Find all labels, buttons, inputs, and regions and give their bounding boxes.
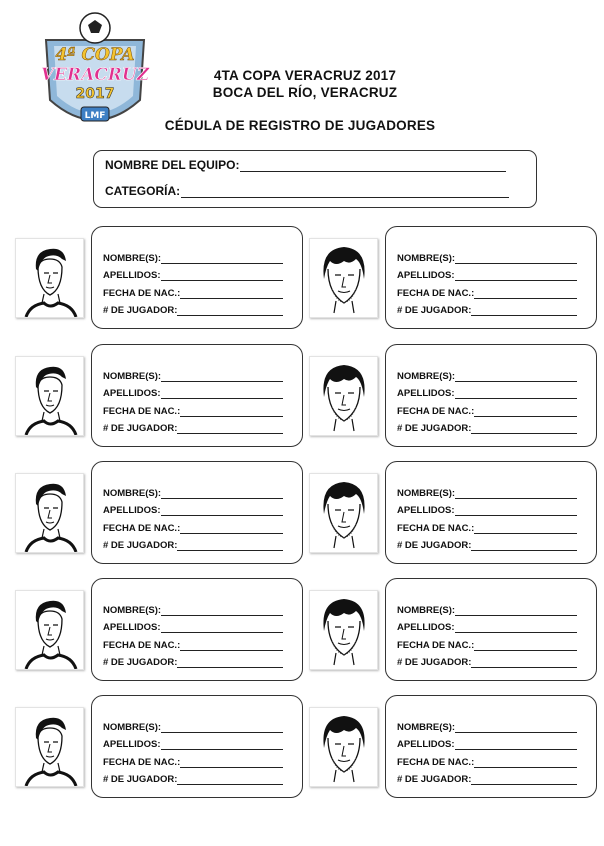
birth-date-field-line[interactable] — [180, 758, 283, 768]
player-number-field[interactable] — [103, 305, 283, 316]
names-field[interactable] — [103, 488, 283, 499]
names-field[interactable] — [397, 253, 577, 264]
surnames-field[interactable] — [397, 739, 577, 750]
player-photo — [15, 590, 84, 670]
surnames-field-line[interactable] — [161, 740, 283, 750]
tournament-title: 4TA COPA VERACRUZ 2017 — [213, 68, 397, 83]
names-field[interactable] — [397, 371, 577, 382]
names-field-label: NOMBRE(S): — [103, 488, 162, 499]
player-card — [91, 226, 303, 329]
birth-date-field[interactable] — [103, 757, 283, 768]
player-card — [91, 461, 303, 564]
names-field[interactable] — [103, 605, 283, 616]
player-number-field-label: # DE JUGADOR: — [103, 305, 178, 316]
birth-date-field[interactable] — [397, 523, 577, 534]
player-number-field[interactable] — [397, 305, 577, 316]
birth-date-field-line[interactable] — [474, 289, 577, 299]
surnames-field[interactable] — [103, 505, 283, 516]
birth-date-field-line[interactable] — [474, 524, 577, 534]
player-number-field-line[interactable] — [177, 658, 283, 668]
surnames-field-label: APELLIDOS: — [397, 388, 455, 399]
names-field-line[interactable] — [161, 606, 283, 616]
player-card — [385, 344, 597, 447]
birth-date-field-label: FECHA DE NAC.: — [397, 406, 475, 417]
player-photo — [309, 473, 378, 553]
player-card — [91, 578, 303, 681]
birth-date-field[interactable] — [103, 640, 283, 651]
player-number-field[interactable] — [103, 423, 283, 434]
names-field-label: NOMBRE(S): — [397, 253, 456, 264]
birth-date-field-line[interactable] — [474, 758, 577, 768]
names-field[interactable] — [397, 488, 577, 499]
names-field-label: NOMBRE(S): — [397, 722, 456, 733]
surnames-field-label: APELLIDOS: — [397, 505, 455, 516]
names-field-label: NOMBRE(S): — [397, 605, 456, 616]
birth-date-field-line[interactable] — [474, 407, 577, 417]
team-info-box — [93, 150, 537, 208]
svg-text:2017: 2017 — [75, 86, 115, 102]
surnames-field-label: APELLIDOS: — [103, 622, 161, 633]
player-number-field-label: # DE JUGADOR: — [103, 540, 178, 551]
surnames-field-label: APELLIDOS: — [397, 739, 455, 750]
svg-text:LMF: LMF — [84, 111, 106, 121]
surnames-field-line[interactable] — [455, 271, 577, 281]
surnames-field-line[interactable] — [161, 271, 283, 281]
player-number-field-line[interactable] — [177, 775, 283, 785]
player-card — [385, 578, 597, 681]
category-line[interactable] — [181, 185, 509, 198]
player-number-field-label: # DE JUGADOR: — [103, 774, 178, 785]
surnames-field[interactable] — [397, 505, 577, 516]
birth-date-field-line[interactable] — [474, 641, 577, 651]
team-name-label: NOMBRE DEL EQUIPO: — [105, 158, 240, 172]
birth-date-field[interactable] — [103, 406, 283, 417]
surnames-field-label: APELLIDOS: — [397, 622, 455, 633]
surnames-field-label: APELLIDOS: — [103, 270, 161, 281]
player-number-field[interactable] — [397, 540, 577, 551]
player-number-field-label: # DE JUGADOR: — [397, 774, 472, 785]
names-field-line[interactable] — [455, 723, 577, 733]
player-photo — [309, 707, 378, 787]
birth-date-field-label: FECHA DE NAC.: — [103, 523, 181, 534]
player-photo — [309, 238, 378, 318]
surnames-field-label: APELLIDOS: — [103, 505, 161, 516]
birth-date-field-line[interactable] — [180, 524, 283, 534]
birth-date-field-label: FECHA DE NAC.: — [103, 757, 181, 768]
birth-date-field-label: FECHA DE NAC.: — [103, 406, 181, 417]
player-number-field-line[interactable] — [471, 424, 577, 434]
player-number-field[interactable] — [103, 540, 283, 551]
names-field-line[interactable] — [455, 254, 577, 264]
names-field-label: NOMBRE(S): — [397, 371, 456, 382]
surnames-field[interactable] — [103, 388, 283, 399]
surnames-field-line[interactable] — [161, 623, 283, 633]
player-photo — [309, 590, 378, 670]
player-photo — [15, 238, 84, 318]
player-number-field-line[interactable] — [471, 658, 577, 668]
team-name-field[interactable] — [105, 158, 506, 172]
names-field-label: NOMBRE(S): — [397, 488, 456, 499]
birth-date-field-line[interactable] — [180, 641, 283, 651]
birth-date-field-label: FECHA DE NAC.: — [397, 757, 475, 768]
player-number-field-label: # DE JUGADOR: — [103, 423, 178, 434]
player-number-field-line[interactable] — [471, 306, 577, 316]
names-field[interactable] — [103, 722, 283, 733]
player-number-field-label: # DE JUGADOR: — [397, 423, 472, 434]
player-number-field-line[interactable] — [177, 306, 283, 316]
names-field-line[interactable] — [455, 606, 577, 616]
player-number-field-label: # DE JUGADOR: — [103, 657, 178, 668]
player-number-field-line[interactable] — [471, 541, 577, 551]
names-field-line[interactable] — [455, 489, 577, 499]
names-field-label: NOMBRE(S): — [103, 371, 162, 382]
category-label: CATEGORÍA: — [105, 184, 181, 198]
surnames-field-label: APELLIDOS: — [103, 388, 161, 399]
names-field[interactable] — [103, 253, 283, 264]
player-card — [91, 695, 303, 798]
names-field-label: NOMBRE(S): — [103, 253, 162, 264]
player-number-field-label: # DE JUGADOR: — [397, 305, 472, 316]
birth-date-field[interactable] — [397, 288, 577, 299]
surnames-field[interactable] — [397, 388, 577, 399]
surnames-field-line[interactable] — [455, 740, 577, 750]
surnames-field-line[interactable] — [455, 623, 577, 633]
surnames-field[interactable] — [397, 270, 577, 281]
player-card — [385, 695, 597, 798]
player-number-field-label: # DE JUGADOR: — [397, 540, 472, 551]
names-field-label: NOMBRE(S): — [103, 605, 162, 616]
player-number-field[interactable] — [103, 774, 283, 785]
birth-date-field-label: FECHA DE NAC.: — [103, 288, 181, 299]
names-field-line[interactable] — [161, 372, 283, 382]
player-photo — [15, 707, 84, 787]
surnames-field[interactable] — [103, 270, 283, 281]
names-field[interactable] — [397, 722, 577, 733]
birth-date-field-label: FECHA DE NAC.: — [397, 523, 475, 534]
team-name-line[interactable] — [240, 159, 506, 172]
player-number-field-line[interactable] — [177, 541, 283, 551]
surnames-field-line[interactable] — [455, 506, 577, 516]
names-field-label: NOMBRE(S): — [103, 722, 162, 733]
surnames-field[interactable] — [103, 739, 283, 750]
surnames-field[interactable] — [103, 622, 283, 633]
player-card — [385, 226, 597, 329]
tournament-location: BOCA DEL RÍO, VERACRUZ — [212, 85, 398, 100]
birth-date-field-label: FECHA DE NAC.: — [397, 640, 475, 651]
surnames-field-label: APELLIDOS: — [103, 739, 161, 750]
surnames-field[interactable] — [397, 622, 577, 633]
surnames-field-label: APELLIDOS: — [397, 270, 455, 281]
names-field-line[interactable] — [455, 372, 577, 382]
form-title: CÉDULA DE REGISTRO DE JUGADORES — [164, 118, 436, 133]
player-photo — [15, 356, 84, 436]
names-field-line[interactable] — [161, 489, 283, 499]
player-card — [91, 344, 303, 447]
player-number-field[interactable] — [103, 657, 283, 668]
birth-date-field-line[interactable] — [180, 407, 283, 417]
names-field[interactable] — [397, 605, 577, 616]
tournament-logo — [36, 12, 154, 142]
surnames-field-line[interactable] — [455, 389, 577, 399]
birth-date-field[interactable] — [103, 288, 283, 299]
player-card — [385, 461, 597, 564]
names-field-line[interactable] — [161, 254, 283, 264]
player-number-field-line[interactable] — [471, 775, 577, 785]
birth-date-field[interactable] — [397, 757, 577, 768]
player-number-field[interactable] — [397, 657, 577, 668]
birth-date-field-label: FECHA DE NAC.: — [397, 288, 475, 299]
surnames-field-line[interactable] — [161, 506, 283, 516]
birth-date-field-label: FECHA DE NAC.: — [103, 640, 181, 651]
names-field-line[interactable] — [161, 723, 283, 733]
birth-date-field[interactable] — [397, 406, 577, 417]
svg-text:VERACRUZ: VERACRUZ — [40, 65, 150, 85]
player-number-field-line[interactable] — [177, 424, 283, 434]
birth-date-field-line[interactable] — [180, 289, 283, 299]
birth-date-field[interactable] — [103, 523, 283, 534]
birth-date-field[interactable] — [397, 640, 577, 651]
player-number-field-label: # DE JUGADOR: — [397, 657, 472, 668]
player-photo — [15, 473, 84, 553]
svg-text:4ª COPA: 4ª COPA — [55, 45, 135, 65]
player-number-field[interactable] — [397, 423, 577, 434]
category-field[interactable] — [105, 184, 509, 198]
names-field[interactable] — [103, 371, 283, 382]
player-number-field[interactable] — [397, 774, 577, 785]
player-photo — [309, 356, 378, 436]
surnames-field-line[interactable] — [161, 389, 283, 399]
